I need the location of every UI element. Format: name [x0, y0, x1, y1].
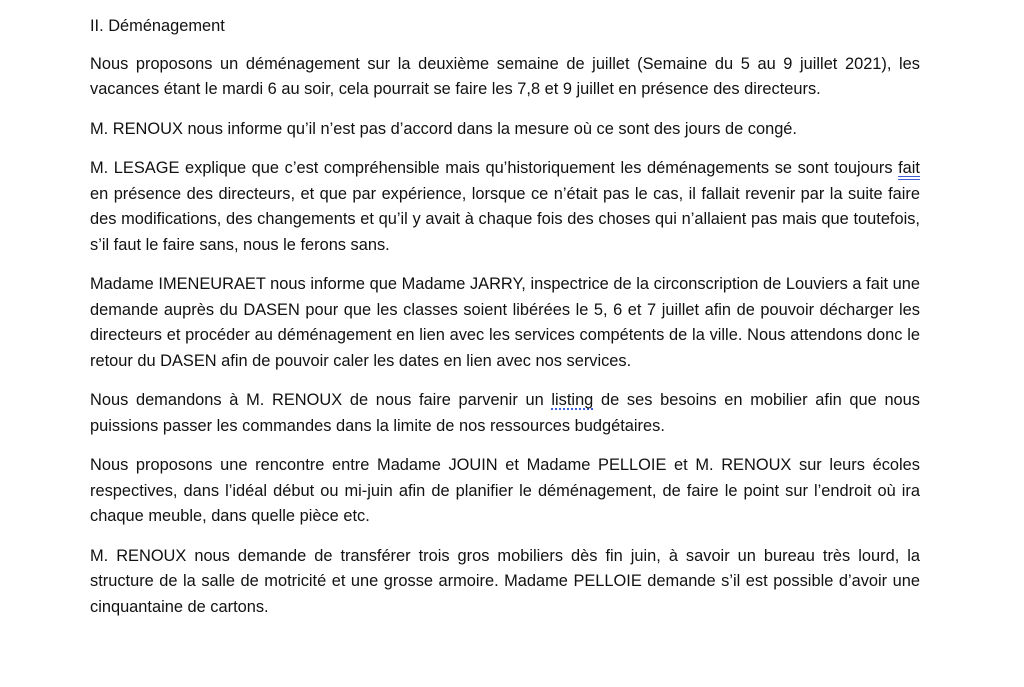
- paragraph-moving-proposal: Nous proposons un déménagement sur la deuxième semaine de juillet (Semaine du 5 au 9 juillet 2021), les vacances étant le mardi 6 au soir, cela pourrait se faire les 7,8 et 9 juillet en présence des directeurs.: [90, 54, 920, 98]
- paragraph-meeting-proposal: Nous proposons une rencontre entre Madame JOUIN et Madame PELLOIE et M. RENOUX sur leurs écoles respectives, dans l’idéal début ou mi-juin afin de planifier le déménagement, de faire le point sur l’endroit où ira chaque meuble, dans quelle pièce etc.: [90, 456, 920, 525]
- paragraph-lesage-explanation: [90, 156, 920, 258]
- paragraph-listing-request: [90, 388, 920, 439]
- text-run: Nous demandons à M. RENOUX de nous faire parvenir un: [90, 391, 552, 409]
- grammar-flagged-word[interactable]: fait: [898, 159, 920, 177]
- text-run: M. LESAGE explique que c’est compréhensible mais qu’historiquement les déménagements se sont toujours: [90, 159, 899, 177]
- text-run: de ses besoins en mobilier afin que nous puissions passer les commandes dans la limite de nos ressources budgétaires.: [90, 391, 920, 435]
- paragraph-furniture-transfer: M. RENOUX nous demande de transférer trois gros mobiliers dès fin juin, à savoir un bureau très lourd, la structure de la salle de motricité et une grosse armoire. Madame PELLOIE demande s’il est possible d’avoir une cinquantaine de cartons.: [90, 546, 920, 616]
- section-heading: II. Déménagement: [90, 17, 225, 35]
- spellcheck-flagged-word[interactable]: listing: [551, 391, 594, 409]
- paragraph-renoux-disagreement: M. RENOUX nous informe qu’il n’est pas d’accord dans la mesure où ce sont des jours de congé.: [90, 119, 797, 138]
- document-page: [90, 14, 920, 634]
- text-run: en présence des directeurs, et que par expérience, lorsque ce n’était pas le cas, il fallait revenir par la suite faire des modifications, des changements et qu’il y avait à chaque fois des choses qui n’allaient pas mais que toutefois, s’il faut le faire sans, nous le ferons sans.: [90, 184, 920, 254]
- paragraph-imeneuraet-request: Madame IMENEURAET nous informe que Madame JARRY, inspectrice de la circonscription de Louviers a fait une demande auprès du DASEN pour que les classes soient libérées le 5, 6 et 7 juillet afin de pouvoir décharger les directeurs et procéder au déménagement en lien avec les services compétents de la ville. Nous attendons donc le retour du DASEN afin de pouvoir caler les dates en lien avec nos services.: [90, 275, 920, 370]
